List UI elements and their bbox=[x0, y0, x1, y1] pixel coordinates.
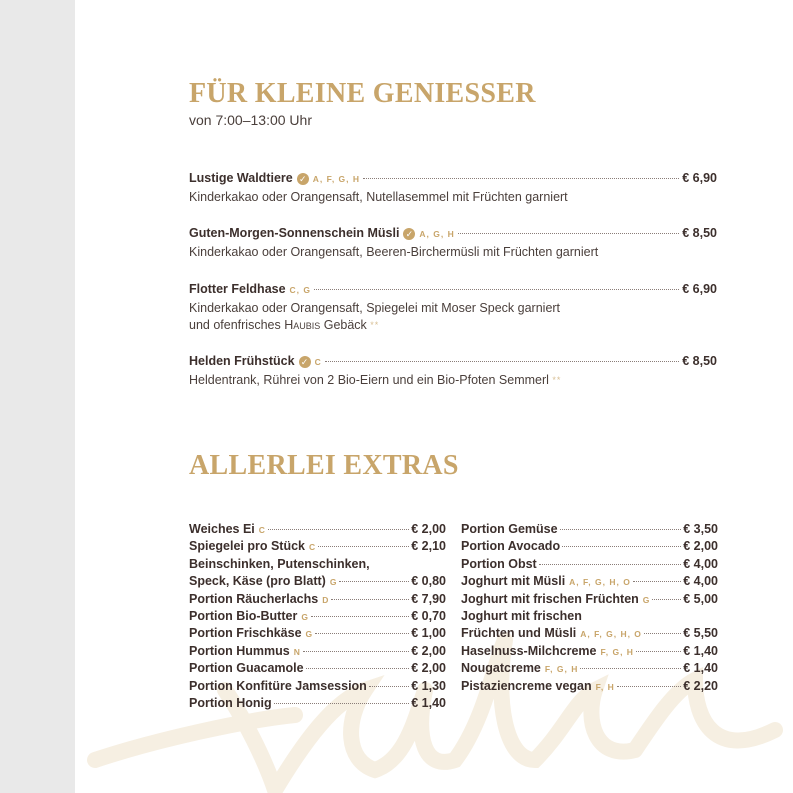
leader-dots bbox=[560, 529, 682, 530]
leader-dots bbox=[363, 178, 679, 179]
leader-dots bbox=[311, 616, 409, 617]
dish-name: Guten-Morgen-Sonnenschein Müsli bbox=[189, 226, 400, 240]
allergen-codes: C bbox=[309, 542, 317, 553]
extras-price: € 4,00 bbox=[683, 574, 718, 589]
extras-price: € 0,80 bbox=[411, 574, 446, 589]
extras-item bbox=[461, 626, 718, 643]
allergen-codes: C bbox=[314, 357, 322, 367]
leader-dots bbox=[539, 564, 682, 565]
extras-item bbox=[461, 644, 718, 661]
extras-price: € 3,50 bbox=[683, 522, 718, 536]
extras-item bbox=[189, 592, 446, 609]
leader-dots bbox=[274, 703, 410, 704]
dish-description: Kinderkakao oder Orangensaft, Beeren-Birchermüsli mit Früchten garniert bbox=[189, 245, 599, 259]
extras-name: Portion Räucherlachs bbox=[189, 591, 319, 606]
dish-description bbox=[189, 300, 717, 334]
extras-name: Pistaziencreme vegan bbox=[461, 678, 592, 693]
section-hours: von 7:00–13:00 Uhr bbox=[189, 112, 312, 128]
vegetarian-icon: ✓ bbox=[299, 356, 311, 368]
dish-name: Flotter Feldhase bbox=[189, 282, 286, 296]
dish-description-line2-end: Gebäck bbox=[320, 318, 367, 332]
allergen-codes: N bbox=[293, 646, 301, 657]
extras-item bbox=[461, 522, 718, 539]
allergen-codes: A, F, G, H, O bbox=[569, 577, 631, 588]
leader-dots bbox=[580, 668, 681, 669]
footnote-marker: ** bbox=[552, 375, 562, 385]
brand-name-haubis: Haubis bbox=[284, 318, 321, 332]
extras-name: Portion Hummus bbox=[189, 643, 290, 658]
extras-item bbox=[461, 609, 718, 626]
allergen-codes: A, F, G, H, O bbox=[580, 629, 642, 640]
leader-dots bbox=[369, 686, 409, 687]
extras-name: Spiegelei pro Stück bbox=[189, 539, 306, 554]
leader-dots bbox=[325, 361, 680, 362]
extras-name: Beinschinken, Putenschinken, bbox=[189, 556, 370, 571]
extras-price: € 4,00 bbox=[683, 556, 718, 571]
extras-price: € 7,90 bbox=[411, 591, 446, 606]
dish-price: € 6,90 bbox=[682, 171, 717, 185]
extras-name: Portion Guacamole bbox=[189, 661, 304, 676]
leader-dots bbox=[617, 686, 681, 687]
leader-dots bbox=[644, 633, 681, 634]
extras-item bbox=[461, 661, 718, 678]
leader-dots bbox=[652, 599, 681, 600]
allergen-codes: G bbox=[301, 611, 309, 622]
extras-item bbox=[189, 609, 446, 626]
extras-item bbox=[189, 644, 446, 661]
leader-dots bbox=[633, 581, 681, 582]
allergen-codes: F, G, H bbox=[544, 664, 579, 675]
extras-price: € 5,50 bbox=[683, 626, 718, 641]
extras-name: Nougatcreme bbox=[461, 661, 541, 676]
extras-name: Portion Honig bbox=[189, 695, 272, 710]
allergen-codes: D bbox=[322, 594, 330, 605]
allergen-codes: F, G, H bbox=[600, 646, 634, 657]
extras-price: € 1,40 bbox=[683, 643, 718, 658]
footnote-marker: ** bbox=[370, 320, 380, 330]
extras-price: € 2,00 bbox=[411, 661, 446, 676]
leader-dots bbox=[562, 546, 681, 547]
dish-description: Kinderkakao oder Orangensaft, Nutellasemmel mit Früchten garniert bbox=[189, 190, 568, 204]
left-margin-strip bbox=[0, 0, 75, 793]
extras-price: € 2,00 bbox=[411, 643, 446, 658]
dish-description bbox=[189, 372, 717, 389]
extras-name: Joghurt mit Müsli bbox=[461, 574, 566, 589]
section-title-allerlei-extras: ALLERLEI EXTRAS bbox=[189, 450, 459, 481]
dish-description-line2: und ofenfrisches bbox=[189, 318, 285, 332]
extras-price: € 2,20 bbox=[683, 678, 718, 693]
extras-item bbox=[189, 574, 446, 591]
extras-price: € 2,00 bbox=[683, 539, 718, 554]
dish-name: Helden Frühstück bbox=[189, 354, 295, 368]
extras-item bbox=[189, 539, 446, 556]
extras-item bbox=[461, 539, 718, 556]
extras-item bbox=[461, 679, 718, 696]
extras-name: Joghurt mit frischen bbox=[461, 608, 582, 623]
leader-dots bbox=[306, 668, 410, 669]
menu-item bbox=[189, 226, 717, 261]
extras-name: Portion Avocado bbox=[461, 539, 561, 554]
dish-name: Lustige Waldtiere bbox=[189, 171, 293, 185]
section-title-kleine-geniesser: FÜR KLEINE GENIESSER bbox=[189, 78, 536, 109]
extras-left-column bbox=[189, 522, 446, 713]
leader-dots bbox=[268, 529, 409, 530]
allergen-codes: C, G bbox=[289, 285, 312, 295]
extras-right-column bbox=[461, 522, 718, 696]
extras-item bbox=[461, 574, 718, 591]
leader-dots bbox=[303, 651, 409, 652]
leader-dots bbox=[315, 633, 409, 634]
extras-price: € 1,40 bbox=[683, 661, 718, 676]
allergen-codes: A, G, H bbox=[419, 229, 455, 239]
leader-dots bbox=[339, 581, 409, 582]
leader-dots bbox=[331, 599, 409, 600]
extras-name: Joghurt mit frischen Früchten bbox=[461, 591, 639, 606]
leader-dots bbox=[318, 546, 409, 547]
extras-price: € 1,30 bbox=[411, 678, 446, 693]
dish-price: € 6,90 bbox=[682, 282, 717, 296]
dish-price: € 8,50 bbox=[682, 226, 717, 240]
dish-description-line1: Kinderkakao oder Orangensaft, Spiegelei mit Moser Speck garniert bbox=[189, 301, 561, 315]
extras-name: Portion Obst bbox=[461, 556, 537, 571]
extras-price: € 2,00 bbox=[411, 522, 446, 536]
extras-price: € 1,00 bbox=[411, 626, 446, 641]
extras-item bbox=[461, 557, 718, 574]
extras-name: Portion Bio-Butter bbox=[189, 608, 298, 623]
extras-price: € 0,70 bbox=[411, 608, 446, 623]
allergen-codes: G bbox=[305, 629, 314, 640]
extras-name: Speck, Käse (pro Blatt) bbox=[189, 574, 326, 589]
allergen-codes: A, F, G, H bbox=[312, 174, 361, 184]
menu-page bbox=[75, 0, 793, 793]
vegetarian-icon: ✓ bbox=[403, 228, 415, 240]
leader-dots bbox=[314, 289, 679, 290]
allergen-codes: F, H bbox=[595, 681, 615, 692]
extras-item bbox=[189, 696, 446, 713]
dish-description-line1: Heldentrank, Rührei von 2 Bio-Eiern und ein Bio-Pfoten Semmerl bbox=[189, 373, 549, 387]
extras-name: Haselnuss-Milchcreme bbox=[461, 643, 597, 658]
extras-price: € 1,40 bbox=[411, 695, 446, 710]
extras-name: Früchten und Müsli bbox=[461, 626, 577, 641]
extras-price: € 2,10 bbox=[411, 539, 446, 554]
dish-price: € 8,50 bbox=[682, 354, 717, 368]
extras-name: Weiches Ei bbox=[189, 522, 255, 536]
allergen-codes: G bbox=[329, 577, 338, 588]
extras-item bbox=[189, 626, 446, 643]
menu-item bbox=[189, 282, 717, 334]
vegetarian-icon: ✓ bbox=[297, 173, 309, 185]
extras-item bbox=[189, 522, 446, 539]
extras-item bbox=[189, 679, 446, 696]
extras-item bbox=[189, 557, 446, 574]
extras-item bbox=[461, 592, 718, 609]
extras-price: € 5,00 bbox=[683, 591, 718, 606]
extras-item bbox=[189, 661, 446, 678]
menu-item bbox=[189, 171, 717, 206]
extras-name: Portion Konfitüre Jamsession bbox=[189, 678, 367, 693]
leader-dots bbox=[636, 651, 681, 652]
allergen-codes: G bbox=[642, 594, 651, 605]
extras-name: Portion Frischkäse bbox=[189, 626, 302, 641]
menu-item bbox=[189, 354, 717, 389]
leader-dots bbox=[458, 233, 679, 234]
extras-name: Portion Gemüse bbox=[461, 522, 558, 536]
allergen-codes: C bbox=[258, 525, 266, 535]
